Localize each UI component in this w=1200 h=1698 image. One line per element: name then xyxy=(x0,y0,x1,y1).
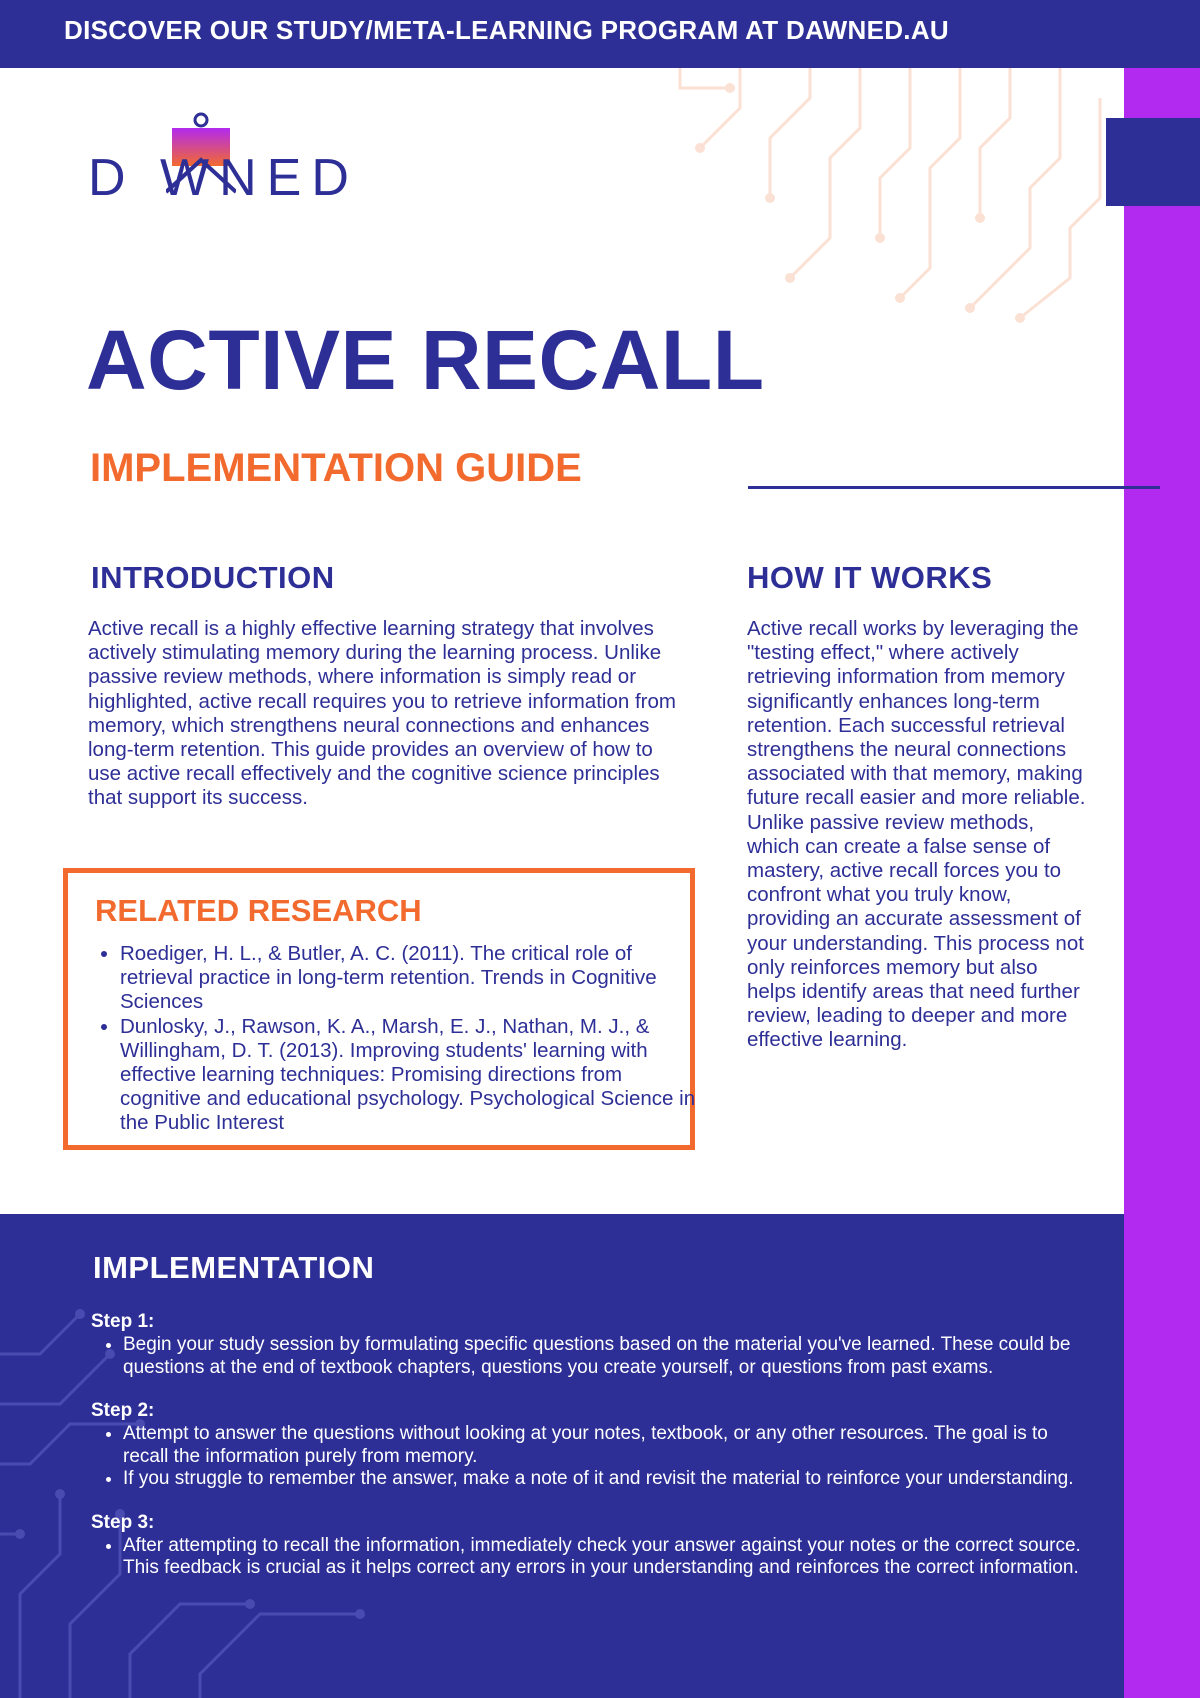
step-bullet: • After attempting to recall the information, immediately check your answer against your notes or the correct source. This feedback is crucial as it helps correct any errors in your understanding and reinforces the correct information. xyxy=(123,1535,1081,1580)
circuit-decoration-top xyxy=(660,68,1124,338)
step-label: Step 1: xyxy=(91,1311,155,1332)
step-bullets xyxy=(91,1334,1081,1379)
side-stripe xyxy=(1124,68,1200,1698)
step-2 xyxy=(91,1399,1081,1491)
step-bullets xyxy=(91,1535,1081,1580)
step-bullet: • Attempt to answer the questions without looking at your notes, textbook, or any other resources. The goal is to recall the information purely from memory. xyxy=(123,1423,1081,1468)
logo-text: D WNED xyxy=(88,149,359,207)
introduction-body: Active recall is a highly effective learning strategy that involves actively stimulating memory during the learning process. Unlike passive review methods, where information is simply read or highlighted, active recall requires you to retrieve information from memory, which strengthens neural connections and enhances long-term retention. This guide provides an overview of how to use active recall effectively and the cognitive science principles that support its success. xyxy=(88,617,676,810)
how-it-works-heading: HOW IT WORKS xyxy=(747,560,993,595)
step-1 xyxy=(91,1310,1081,1379)
related-research-heading: RELATED RESEARCH xyxy=(95,893,422,928)
research-item: • Roediger, H. L., & Butler, A. C. (2011). The critical role of retrieval practice in long-term retention. Trends in Cognitive Sciences xyxy=(120,942,700,1015)
top-banner xyxy=(0,0,1200,68)
step-label: Step 3: xyxy=(91,1511,155,1533)
step-3 xyxy=(91,1511,1081,1580)
related-research-box xyxy=(63,868,695,1150)
implementation-heading: IMPLEMENTATION xyxy=(93,1250,375,1285)
introduction-heading: INTRODUCTION xyxy=(91,560,335,595)
implementation-section xyxy=(0,1214,1124,1698)
how-it-works-body: Active recall works by leveraging the "testing effect," where actively retrieving information from memory significantly enhances long-term retention. Each successful retrieval strengthens the neural connections associated with that memory, making future recall easier and more reliable. Unlike passive review methods, which can create a false sense of mastery, active recall forces you to confront what you truly know, providing an accurate assessment of your understanding. This process not only reinforces memory but also helps identify areas that need further review, leading to deeper and more effective learning. xyxy=(747,617,1086,1052)
dawned-logo xyxy=(88,110,528,207)
banner-text: DISCOVER OUR STUDY/META-LEARNING PROGRAM AT DAWNED.AU xyxy=(64,15,949,45)
implementation-steps xyxy=(91,1310,1081,1600)
divider-rule xyxy=(748,486,1160,489)
page-subtitle: IMPLEMENTATION GUIDE xyxy=(90,446,582,490)
step-bullets xyxy=(91,1423,1081,1491)
related-research-list xyxy=(96,942,700,1136)
step-bullet: • If you struggle to remember the answer, make a note of it and revisit the material to reinforce your understanding. xyxy=(123,1468,1081,1491)
research-item: • Dunlosky, J., Rawson, K. A., Marsh, E. J., Nathan, M. J., & Willingham, D. T. (2013). Improving students' learning with effective learning techniques: Promising directions from cognitive and educational psychology. Psychological Science in the Public Interest xyxy=(120,1015,700,1136)
step-label: Step 2: xyxy=(91,1400,155,1421)
page-title: ACTIVE RECALL xyxy=(86,313,765,407)
step-bullet: • Begin your study session by formulating specific questions based on the material you've learned. These could be questions at the end of textbook chapters, questions you create yourself, or questions from past exams. xyxy=(123,1334,1081,1379)
